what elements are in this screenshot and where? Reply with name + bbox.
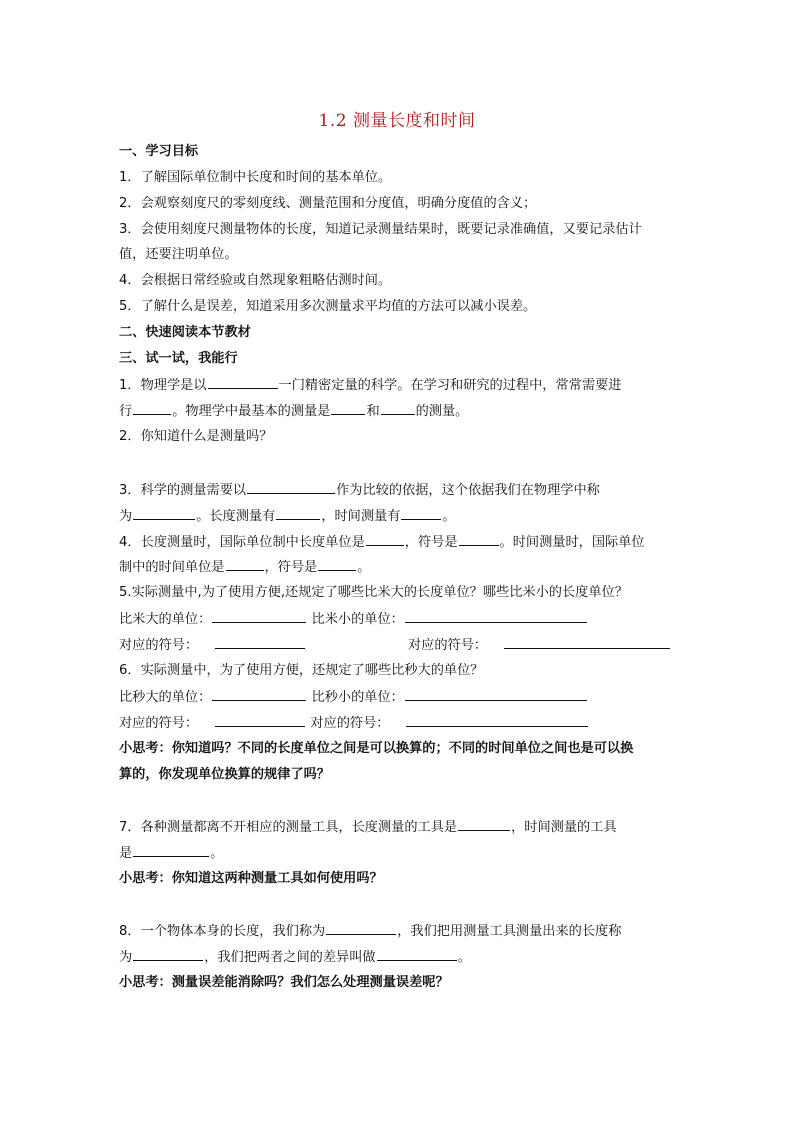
- q7-blank-1[interactable]: [458, 818, 510, 831]
- q4-blank-1[interactable]: [366, 533, 404, 546]
- q4-blank-4[interactable]: [318, 558, 356, 571]
- q4-text: 制中的时间单位是: [119, 560, 225, 575]
- q5-symbol-label-2: 对应的符号：: [408, 638, 488, 653]
- q1-blank-1[interactable]: [208, 376, 278, 389]
- goal-item: 3．会使用刻度尺测量物体的长度，知道记录测量结果时，既要记录准确值，又要记录估计: [119, 222, 642, 237]
- q8-text: 8．一个物体本身的长度，我们称为: [119, 924, 326, 939]
- question-5: 5.实际测量中,为了使用方便,还规定了哪些比米大的长度单位？哪些比米小的长度单位？: [119, 585, 628, 600]
- q8-blank-2[interactable]: [133, 948, 203, 961]
- q7-text: 是: [119, 846, 133, 861]
- q7-text: 。: [210, 846, 224, 861]
- question-6-units-row: [119, 688, 588, 707]
- think-prompt-1-line-1: 小思考：你知道吗？不同的长度单位之间是可以换算的；不同的时间单位之间也是可以换: [119, 741, 634, 756]
- question-3-line-2: [119, 507, 456, 526]
- q6-symbol-blank-2[interactable]: [406, 714, 588, 727]
- q3-text: 3．科学的测量需要以: [119, 483, 247, 498]
- goal-item: 5．了解什么是误差，知道采用多次测量求平均值的方法可以减小误差。: [119, 299, 537, 314]
- q6-bigger-blank[interactable]: [212, 688, 306, 701]
- question-1-line-1: [119, 376, 621, 395]
- question-8-line-2: [119, 948, 471, 967]
- q3-text: 。: [442, 509, 456, 524]
- q1-text: 1．物理学是以: [119, 378, 207, 393]
- q1-text: 一门精密定量的科学。在学习和研究的过程中，常常需要进: [278, 378, 622, 393]
- question-4-line-2: [119, 558, 370, 577]
- q6-symbol-label-1: 对应的符号：: [119, 716, 199, 731]
- q4-blank-3[interactable]: [226, 558, 264, 571]
- q6-symbol-blank-1[interactable]: [215, 714, 305, 727]
- q3-text: 为: [119, 509, 133, 524]
- q8-blank-1[interactable]: [326, 922, 396, 935]
- question-6: 6．实际测量中，为了使用方便，还规定了哪些比秒大的单位？: [119, 663, 484, 678]
- q4-text: 。: [357, 560, 371, 575]
- q4-text: 4．长度测量时，国际单位制中长度单位是: [119, 535, 365, 550]
- think-prompt-2: 小思考：你知道这两种测量工具如何使用吗？: [119, 871, 383, 886]
- q6-bigger-label: 比秒大的单位：: [119, 690, 212, 705]
- q1-text: 的测量。: [415, 404, 469, 419]
- q4-text: 。时间测量时，国际单位: [499, 535, 645, 550]
- q7-blank-2[interactable]: [133, 844, 209, 857]
- q5-symbol-label-1: 对应的符号：: [119, 638, 199, 653]
- q5-bigger-blank[interactable]: [212, 610, 306, 623]
- question-1-line-2: [119, 402, 468, 421]
- q1-blank-4[interactable]: [381, 402, 415, 415]
- q6-symbol-label-2: 对应的符号：: [310, 716, 390, 731]
- question-3-line-1: [119, 481, 600, 500]
- question-5-units-row: [119, 610, 588, 629]
- q7-text: ，时间测量的工具: [511, 820, 617, 835]
- q8-text: 为: [119, 950, 133, 965]
- q5-smaller-blank[interactable]: [405, 610, 587, 623]
- think-prompt-1-line-2: 算的，你发现单位换算的规律了吗？: [119, 767, 330, 782]
- q8-text: 。: [457, 950, 471, 965]
- q5-symbol-blank-1[interactable]: [215, 636, 305, 649]
- q8-text: ，我们把用测量工具测量出来的长度称: [397, 924, 622, 939]
- q4-text: ，符号是: [264, 560, 318, 575]
- q1-text: 。物理学中最基本的测量是: [172, 404, 331, 419]
- goal-item: 1．了解国际单位制中长度和时间的基本单位。: [119, 170, 392, 185]
- q3-blank-1[interactable]: [247, 481, 335, 494]
- q8-blank-3[interactable]: [377, 948, 457, 961]
- question-4-line-1: [119, 533, 645, 552]
- goal-item: 4．会根据日常经验或自然现象粗略估测时间。: [119, 273, 392, 288]
- q5-smaller-label: 比米小的单位：: [311, 612, 404, 627]
- q4-text: ，符号是: [404, 535, 458, 550]
- q5-symbol-blank-2[interactable]: [504, 636, 670, 649]
- q3-blank-4[interactable]: [401, 507, 441, 520]
- q3-text: 。长度测量有: [196, 509, 276, 524]
- section-heading-practice: 三、试一试，我能行: [119, 351, 238, 366]
- q7-text: 7．各种测量都离不开相应的测量工具，长度测量的工具是: [119, 820, 458, 835]
- question-7-line-2: [119, 844, 223, 863]
- q3-text: ，时间测量有: [321, 509, 401, 524]
- question-8-line-1: [119, 922, 621, 941]
- section-heading-goals: 一、学习目标: [119, 144, 199, 159]
- question-2: 2．你知道什么是测量吗？: [119, 429, 273, 444]
- question-5-symbols-row: [119, 636, 675, 655]
- think-prompt-3: 小思考：测量误差能消除吗？我们怎么处理测量误差呢？: [119, 975, 449, 990]
- q1-blank-2[interactable]: [133, 402, 171, 415]
- goal-item: 值，还要注明单位。: [119, 247, 238, 262]
- q3-blank-2[interactable]: [133, 507, 195, 520]
- q4-blank-2[interactable]: [459, 533, 499, 546]
- q3-text: 作为比较的依据，这个依据我们在物理学中称: [336, 483, 600, 498]
- section-heading-reading: 二、快速阅读本节教材: [119, 325, 251, 340]
- q3-blank-3[interactable]: [276, 507, 320, 520]
- page-title: 1.2 测量长度和时间: [318, 111, 476, 131]
- q6-smaller-label: 比秒小的单位：: [311, 690, 404, 705]
- q1-text: 行: [119, 404, 133, 419]
- q1-blank-3[interactable]: [331, 402, 365, 415]
- q6-smaller-blank[interactable]: [405, 688, 587, 701]
- q5-bigger-label: 比米大的单位：: [119, 612, 212, 627]
- question-6-symbols-row: [119, 714, 589, 733]
- goal-item: 2．会观察刻度尺的零刻度线、测量范围和分度值，明确分度值的含义；: [119, 196, 537, 211]
- question-7-line-1: [119, 818, 617, 837]
- q1-text: 和: [366, 404, 380, 419]
- q8-text: ，我们把两者之间的差异叫做: [204, 950, 376, 965]
